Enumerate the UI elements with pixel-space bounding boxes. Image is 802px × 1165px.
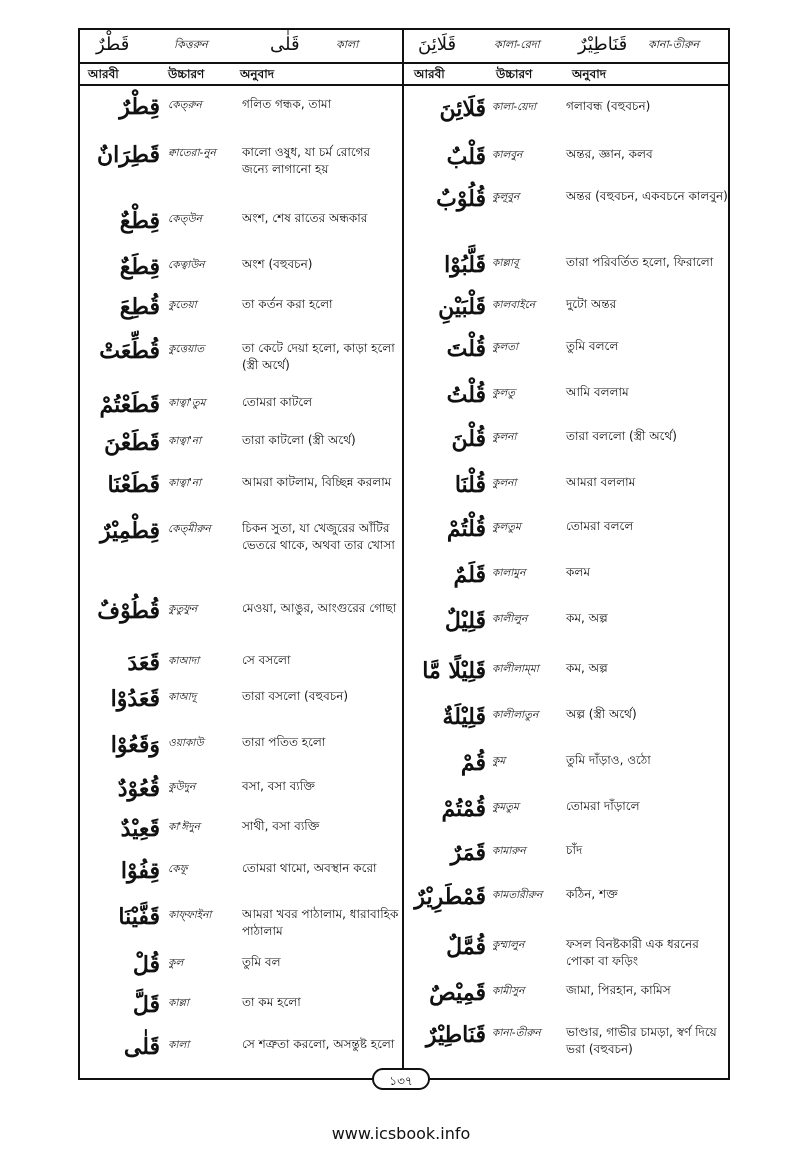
col-head-pron-left: উচ্চারণ <box>168 67 205 81</box>
entry-arabic: قَلْبَيْنِ <box>438 294 486 320</box>
entry-pronunciation: কুত্তেয়াত <box>168 343 205 355</box>
entry-pronunciation: কুমতুম <box>492 801 519 813</box>
entry-pronunciation: কালীলাম্‌মা <box>492 663 539 675</box>
entry-arabic: قَطِرَانٌ <box>97 142 160 168</box>
entry-arabic: قَمَرٌ <box>450 840 486 866</box>
entry-pronunciation: কালা <box>168 1039 190 1051</box>
entry-pronunciation: কাত্বা'না <box>168 435 202 447</box>
entry-arabic: قَلِيْلَةٌ <box>442 704 486 730</box>
entry-meaning: আমরা কাটলাম, বিচ্ছিন্ন করলাম <box>242 475 392 489</box>
header-left-arabic-2: قَلٰى <box>270 34 300 55</box>
entry-meaning: মেওয়া, আঙুর, আংগুরের গোছা <box>242 601 397 615</box>
col-head-pron-right: উচ্চারণ <box>496 67 533 81</box>
entry-meaning: অল্প (স্ত্রী অর্থে) <box>566 707 637 721</box>
col-head-meaning-right: অনুবাদ <box>572 67 607 81</box>
entry-meaning: আমরা বললাম <box>566 475 636 489</box>
entry-meaning: চিকন সুতা, যা খেজুরের আঁটির ভেতরে থাকে, অথবা তার খোসা <box>242 521 395 552</box>
entry-arabic: قَلَّبُوْا <box>444 252 486 278</box>
header-right-translit-2: কানা-তীরুন <box>648 38 700 51</box>
entry-pronunciation: কাত্বা'না <box>168 477 202 489</box>
entry-pronunciation: কামীসুন <box>492 985 525 997</box>
entry-pronunciation: কালীলাতুন <box>492 709 539 721</box>
entry-pronunciation: ক্বাতেরা-নুন <box>168 147 216 159</box>
entry-meaning: কম, অল্প <box>566 611 608 625</box>
website-footer: www.icsbook.info <box>331 1124 471 1143</box>
entry-pronunciation: কাফ্‌ফাইনা <box>168 909 212 921</box>
entry-arabic: قِطْمِيْرٌ <box>99 518 160 544</box>
entry-meaning: তোমরা দাঁড়ালে <box>566 799 640 813</box>
entry-arabic: قَطَعْتُمْ <box>99 392 160 418</box>
entry-pronunciation: ওয়াকাউ <box>168 737 204 749</box>
entry-pronunciation: কেত্বাউন <box>168 259 205 271</box>
entry-meaning: গলিত গন্ধক, তামা <box>242 97 332 111</box>
entry-arabic: قُمَّلٌ <box>446 934 486 960</box>
entry-meaning: আমি বললাম <box>566 385 629 399</box>
entry-meaning: কালো ওষুধ, যা চর্ম রোগের জন্যে লাগানো হয় <box>242 145 371 176</box>
entry-meaning: তা কর্তন করা হলো <box>242 297 333 311</box>
entry-meaning: তোমরা থামো, অবস্থান করো <box>242 861 377 875</box>
col-head-arabic-left: আরবী <box>88 67 119 81</box>
entry-pronunciation: কেত্‌রুন <box>168 99 202 111</box>
entry-arabic: قُطِعَ <box>119 294 160 320</box>
entry-meaning: তুমি দাঁড়াও, ওঠো <box>566 753 651 767</box>
entry-meaning: তারা পতিত হলো <box>242 735 326 749</box>
entry-arabic: قُعُوْدٌ <box>117 776 160 802</box>
entry-pronunciation: কামারুন <box>492 845 526 857</box>
entry-meaning: কলম <box>566 565 591 579</box>
header-rule-top <box>80 62 728 64</box>
entry-arabic: قَعَدُوْا <box>110 686 160 712</box>
entry-arabic: قَطَعْنَ <box>104 430 160 456</box>
entry-meaning: অংশ, শেষ রাতের অন্ধকার <box>242 211 368 225</box>
entry-meaning: তা কম হলো <box>242 995 301 1009</box>
entry-arabic: قُلُوْبٌ <box>436 186 486 212</box>
entry-arabic: قَعَدَ <box>127 650 160 676</box>
header-left-translit-2: কালা <box>336 38 359 51</box>
entry-pronunciation: কুলতা <box>492 341 519 353</box>
entry-arabic: قِطْرٌ <box>119 94 160 120</box>
entry-pronunciation: কামতারীরুন <box>492 889 543 901</box>
entry-pronunciation: কুম্মালুন <box>492 939 525 951</box>
entry-meaning: অন্তর (বহুবচন, একবচনে কালবুন) <box>566 189 728 203</box>
entry-meaning: তারা পরিবর্তিত হলো, ফিরালো <box>566 255 714 269</box>
entry-pronunciation: কুউদুন <box>168 781 196 793</box>
entry-arabic: قَلَّ <box>132 992 160 1018</box>
entry-meaning: তুমি বল <box>242 955 281 969</box>
entry-pronunciation: কেত্‌মীরুন <box>168 523 211 535</box>
entry-meaning: সে শত্রুতা করলো, অসন্তুষ্ট হলো <box>242 1037 395 1051</box>
entry-arabic: قُمْ <box>460 750 486 776</box>
entry-pronunciation: কুলতু <box>492 387 516 399</box>
entry-arabic: قَلِيْلٌ <box>444 608 486 634</box>
entry-meaning: জামা, পিরহান, কামিস <box>566 983 671 997</box>
entry-arabic: قُلْتُ <box>446 382 486 408</box>
entry-meaning: দুটো অন্তর <box>566 297 617 311</box>
entry-arabic: قُلْنَ <box>451 426 486 452</box>
entry-pronunciation: কাআদূ <box>168 691 197 703</box>
header-left-translit-1: কিত্তরুন <box>174 38 208 51</box>
entry-meaning: সে বসলো <box>242 653 291 667</box>
entry-meaning: গলাবন্ধ (বহুবচন) <box>566 99 651 113</box>
col-head-meaning-left: অনুবাদ <box>240 67 275 81</box>
header-right-translit-1: কালা-রেদা <box>494 38 540 51</box>
entry-arabic: وَقَعُوْا <box>110 732 160 758</box>
entry-pronunciation: কাত্বা'তুম <box>168 397 206 409</box>
entry-pronunciation: কালা-য়েদা <box>492 101 537 113</box>
entry-pronunciation: কেত্‌উন <box>168 213 202 225</box>
entry-meaning: তারা কাটলো (স্ত্রী অর্থে) <box>242 433 356 447</box>
entry-meaning: তারা বসলো (বহুবচন) <box>242 689 349 703</box>
entry-meaning: সাথী, বসা ব্যক্তি <box>242 819 320 833</box>
entry-pronunciation: কানা-তীরুন <box>492 1027 541 1039</box>
entry-pronunciation: কালবুন <box>492 149 523 161</box>
entry-pronunciation: কুলূবুন <box>492 191 520 203</box>
entry-meaning: কঠিন, শক্ত <box>566 887 618 901</box>
entry-arabic: قَفَّيْنَا <box>118 904 160 930</box>
entry-pronunciation: কুলনা <box>492 431 517 443</box>
entry-arabic: قَلَمٌ <box>453 562 486 588</box>
entry-arabic: قَنَاطِيْرٌ <box>425 1022 486 1048</box>
entry-meaning: তোমরা কাটলে <box>242 395 313 409</box>
entry-meaning: অংশ (বহুবচন) <box>242 257 313 271</box>
entry-arabic: قُلْ <box>132 952 160 978</box>
entry-meaning: বসা, বসা ব্যক্তি <box>242 779 315 793</box>
header-right-arabic-1: قَلَائِنَ <box>418 34 457 55</box>
entry-pronunciation: কালামুন <box>492 567 526 579</box>
entry-pronunciation: কুতেয়া <box>168 299 197 311</box>
entry-pronunciation: কালীলুন <box>492 613 528 625</box>
entry-meaning: তোমরা বললে <box>566 519 634 533</box>
entry-pronunciation: কা'ঈদুন <box>168 821 200 833</box>
entry-arabic: قُمْتُمْ <box>441 796 486 822</box>
entry-arabic: قَطَعْنَا <box>107 472 160 498</box>
header-right-arabic-2: قَنَاطِيْرٌ <box>578 34 628 55</box>
entry-arabic: قَمْطَرِيْرٌ <box>414 884 486 910</box>
entry-pronunciation: কাল্লা <box>168 997 189 1009</box>
entry-arabic: قَلِيْلًا مَّا <box>422 658 486 684</box>
entry-arabic: قِطْعٌ <box>119 208 160 234</box>
entry-pronunciation: কুলনা <box>492 477 517 489</box>
entry-arabic: قُطُوْفٌ <box>97 598 160 624</box>
entry-pronunciation: কাআদা <box>168 655 200 667</box>
entry-arabic: قُلْتُمْ <box>446 516 486 542</box>
entry-arabic: قُطِّعَتْ <box>99 338 160 364</box>
entry-pronunciation: কুতুফুন <box>168 603 198 615</box>
entry-arabic: قَلٰى <box>123 1034 160 1060</box>
entry-meaning: ফসল বিনষ্টকারী এক ধরনের পোকা বা ফড়িং <box>566 937 699 968</box>
entry-meaning: তুমি বললে <box>566 339 619 353</box>
entry-pronunciation: কেফূ <box>168 863 188 875</box>
entry-meaning: আমরা খবর পাঠালাম, ধারাবাহিক পাঠালাম <box>242 907 399 938</box>
entry-pronunciation: কালবাইনে <box>492 299 536 311</box>
entry-arabic: قِطَعٌ <box>119 254 160 280</box>
entry-arabic: قُلْنَا <box>454 472 486 498</box>
entry-arabic: قَلْبٌ <box>446 144 486 170</box>
entry-arabic: قَعِيْدٌ <box>120 816 160 842</box>
entry-meaning: চাঁদ <box>566 843 583 857</box>
entry-meaning: তারা বললো (স্ত্রী অর্থে) <box>566 429 677 443</box>
page-number: ১৩৭ <box>372 1068 430 1090</box>
entry-arabic: قِفُوْا <box>120 858 160 884</box>
entry-pronunciation: কাল্লাবূ <box>492 257 519 269</box>
entry-pronunciation: কুম <box>492 755 506 767</box>
entry-pronunciation: কুলতুম <box>492 521 521 533</box>
entry-meaning: কম, অল্প <box>566 661 608 675</box>
entry-meaning: তা কেটে দেয়া হলো, কাড়া হলো (স্ত্রী অর্থে) <box>242 341 395 372</box>
entry-arabic: قُلْتَ <box>446 336 486 362</box>
header-left-arabic-1: قَطْرٌ <box>96 34 130 55</box>
entry-meaning: অন্তর, জ্ঞান, কলব <box>566 147 653 161</box>
entry-pronunciation: কুল <box>168 957 184 969</box>
entry-arabic: قَلَائِنَ <box>439 96 486 122</box>
entry-arabic: قَمِيْصٌ <box>429 980 486 1006</box>
col-head-arabic-right: আরবী <box>414 67 445 81</box>
entry-meaning: ভাণ্ডার, গাভীর চামড়া, স্বর্ণ দিয়ে ভরা (বহুবচন) <box>566 1025 717 1056</box>
